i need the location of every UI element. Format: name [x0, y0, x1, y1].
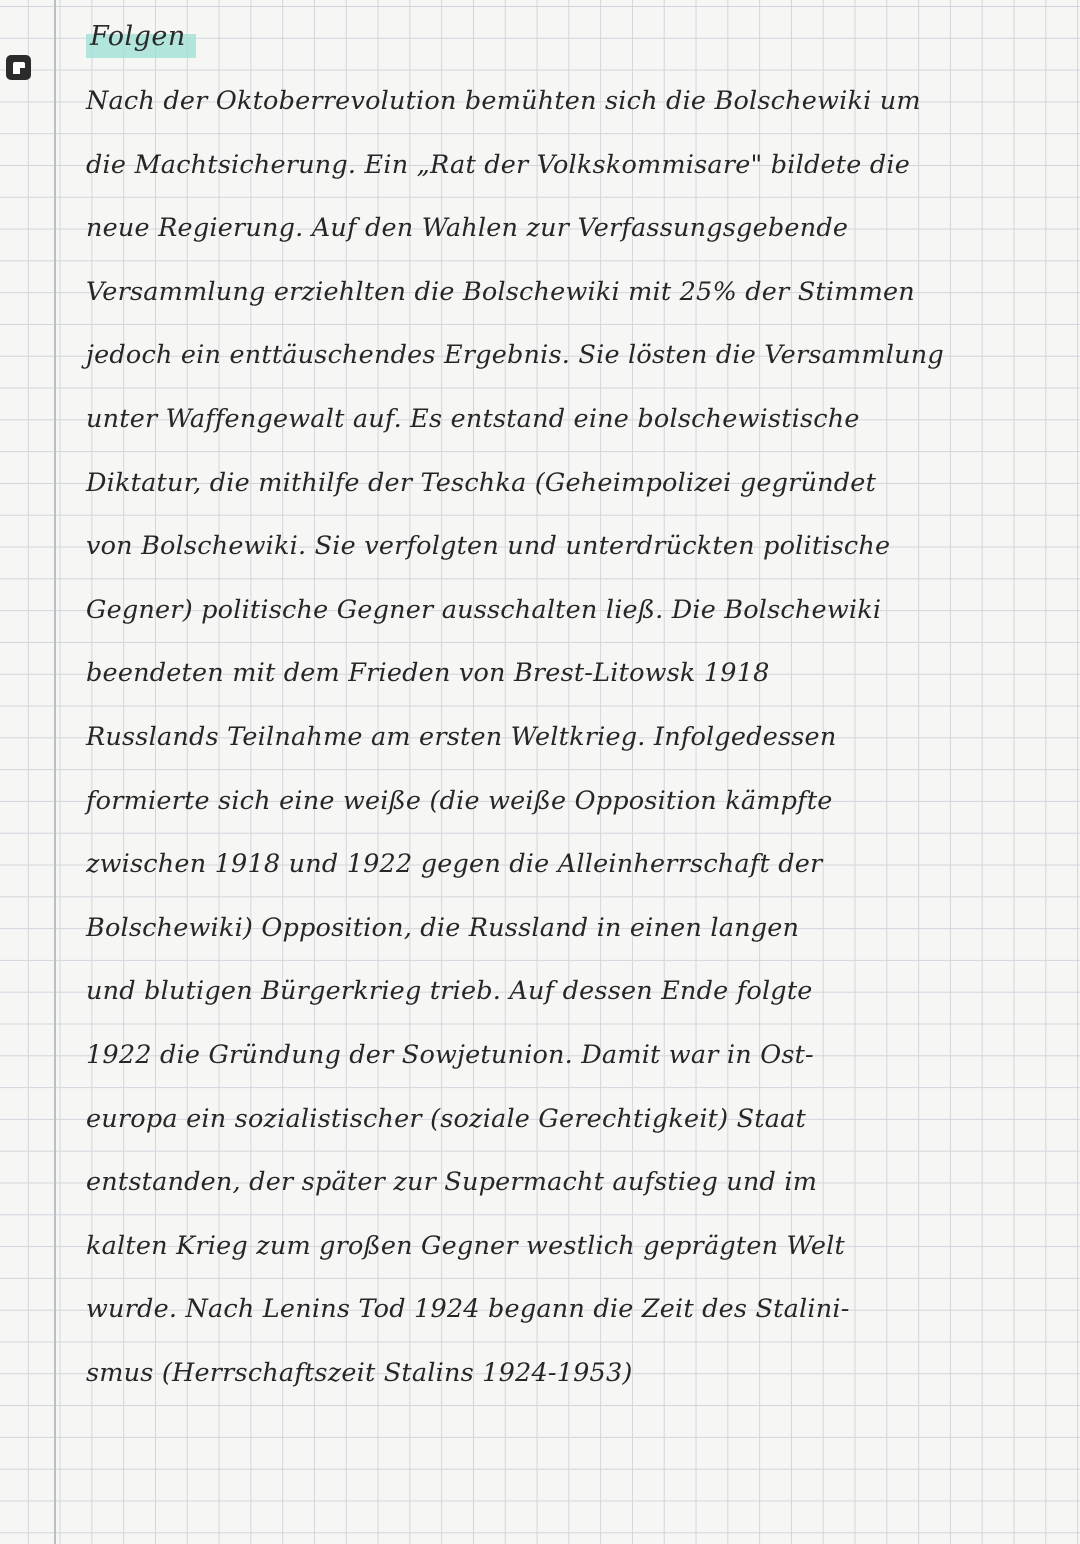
note-line: smus (Herrschaftszeit Stalins 1924-1953): [86, 1357, 633, 1388]
note-line: Gegner) politische Gegner ausschalten ließ. Die Bolschewiki: [86, 594, 882, 625]
note-line: beendeten mit dem Frieden von Brest-Litowsk 1918: [86, 658, 770, 689]
note-line: wurde. Nach Lenins Tod 1924 begann die Zeit des Stalini-: [86, 1294, 850, 1325]
note-line: Russlands Teilnahme am ersten Weltkrieg. Infolgedessen: [86, 721, 837, 752]
note-line: kalten Krieg zum großen Gegner westlich geprägten Welt: [86, 1230, 845, 1261]
note-line: unter Waffengewalt auf. Es entstand eine bolschewistische: [86, 403, 860, 434]
note-line: zwischen 1918 und 1922 gegen die Alleinherrschaft der: [86, 849, 823, 880]
note-line: formierte sich eine weiße (die weiße Opposition kämpfte: [86, 785, 833, 816]
brand-logo: [6, 55, 31, 80]
note-line: entstanden, der später zur Supermacht aufstieg und im: [86, 1167, 818, 1198]
notebook-margin-line: [54, 0, 56, 1544]
note-line: europa ein sozialistischer (soziale Gerechtigkeit) Staat: [86, 1103, 806, 1134]
note-line: jedoch ein enttäuschendes Ergebnis. Sie lösten die Versammlung: [86, 340, 944, 371]
note-line: Diktatur, die mithilfe der Teschka (Geheimpolizei gegründet: [86, 467, 877, 498]
note-line: Versammlung erziehlten die Bolschewiki mit 25% der Stimmen: [86, 276, 915, 307]
note-line: neue Regierung. Auf den Wahlen zur Verfassungsgebende: [86, 213, 849, 244]
handwritten-notes: [86, 70, 1006, 1405]
note-heading: Folgen: [86, 18, 196, 58]
note-line: die Machtsicherung. Ein „Rat der Volkskommisare" bildete die: [86, 149, 911, 180]
note-line: und blutigen Bürgerkrieg trieb. Auf dessen Ende folgte: [86, 976, 813, 1007]
brand-logo-icon: [10, 59, 28, 77]
note-line: Nach der Oktoberrevolution bemühten sich die Bolschewiki um: [86, 86, 921, 116]
note-line: von Bolschewiki. Sie verfolgten und unterdrückten politische: [86, 531, 891, 562]
note-line: Bolschewiki) Opposition, die Russland in einen langen: [86, 912, 800, 943]
note-line: 1922 die Gründung der Sowjetunion. Damit war in Ost-: [86, 1039, 814, 1070]
